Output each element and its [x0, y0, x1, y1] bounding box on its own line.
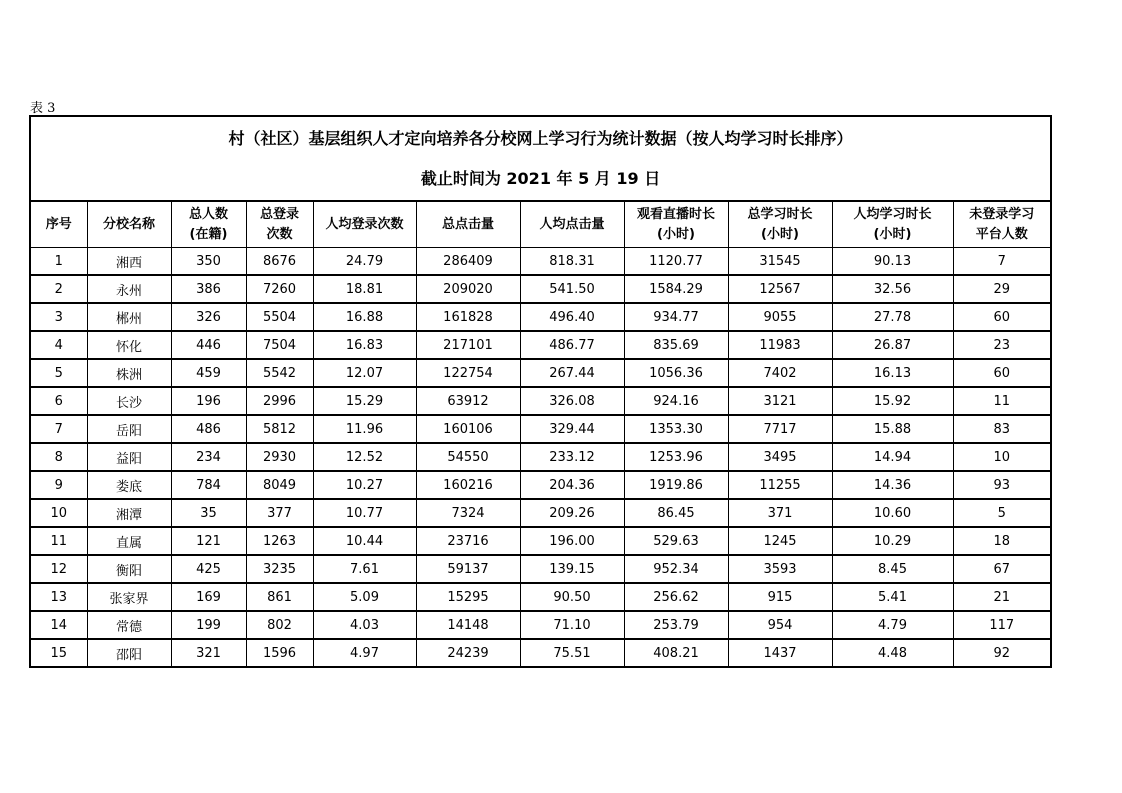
table-cell: 9 [30, 471, 87, 499]
table-cell: 11.96 [313, 415, 416, 443]
table-cell: 16.88 [313, 303, 416, 331]
column-header: 总学习时长 (小时) [728, 201, 832, 248]
table-row [30, 527, 1051, 555]
table-cell: 54550 [416, 443, 520, 471]
table-row [30, 275, 1051, 303]
table-cell: 衡阳 [87, 555, 171, 583]
table-cell: 13 [30, 583, 87, 611]
table-row [30, 387, 1051, 415]
table-cell: 12567 [728, 275, 832, 303]
table-cell: 11255 [728, 471, 832, 499]
table-cell: 6 [30, 387, 87, 415]
table-cell: 326.08 [520, 387, 624, 415]
title-row [30, 116, 1051, 201]
table-cell: 24239 [416, 639, 520, 667]
table-cell: 256.62 [624, 583, 728, 611]
table-cell: 209020 [416, 275, 520, 303]
table-cell: 1353.30 [624, 415, 728, 443]
table-cell: 长沙 [87, 387, 171, 415]
table-label: 表 3 [30, 101, 56, 116]
table-cell: 59137 [416, 555, 520, 583]
table-cell: 3235 [246, 555, 313, 583]
table-cell: 83 [953, 415, 1051, 443]
table-cell: 15.29 [313, 387, 416, 415]
table-row [30, 499, 1051, 527]
table-cell: 15295 [416, 583, 520, 611]
table-cell: 7402 [728, 359, 832, 387]
table-cell: 10.60 [832, 499, 953, 527]
table-cell: 1437 [728, 639, 832, 667]
table-row [30, 471, 1051, 499]
table-cell: 10.77 [313, 499, 416, 527]
table-cell: 32.56 [832, 275, 953, 303]
table-cell: 邵阳 [87, 639, 171, 667]
table-cell: 861 [246, 583, 313, 611]
table-body [30, 116, 1051, 667]
table-cell: 67 [953, 555, 1051, 583]
table-row [30, 443, 1051, 471]
table-cell: 1120.77 [624, 248, 728, 276]
table-cell: 5542 [246, 359, 313, 387]
table-cell: 486.77 [520, 331, 624, 359]
table-cell: 5504 [246, 303, 313, 331]
table-row [30, 303, 1051, 331]
table-cell: 7 [30, 415, 87, 443]
table-cell: 益阳 [87, 443, 171, 471]
table-cell: 7260 [246, 275, 313, 303]
table-cell: 286409 [416, 248, 520, 276]
table-cell: 1 [30, 248, 87, 276]
column-header: 总登录 次数 [246, 201, 313, 248]
table-cell: 71.10 [520, 611, 624, 639]
table-cell: 529.63 [624, 527, 728, 555]
table-cell: 5.41 [832, 583, 953, 611]
table-cell: 24.79 [313, 248, 416, 276]
table-cell: 娄底 [87, 471, 171, 499]
table-cell: 4.79 [832, 611, 953, 639]
column-header: 人均点击量 [520, 201, 624, 248]
table-cell: 14 [30, 611, 87, 639]
table-cell: 5 [30, 359, 87, 387]
table-cell: 12.52 [313, 443, 416, 471]
column-header: 总人数 (在籍) [171, 201, 246, 248]
table-cell: 7717 [728, 415, 832, 443]
table-cell: 1919.86 [624, 471, 728, 499]
title-cell [30, 116, 1051, 201]
table-cell: 8049 [246, 471, 313, 499]
table-cell: 3495 [728, 443, 832, 471]
table-cell: 408.21 [624, 639, 728, 667]
column-header: 未登录学习 平台人数 [953, 201, 1051, 248]
table-cell: 7504 [246, 331, 313, 359]
column-header: 人均登录次数 [313, 201, 416, 248]
table-cell: 1056.36 [624, 359, 728, 387]
statistics-table [29, 115, 1052, 668]
table-cell: 18 [953, 527, 1051, 555]
column-header: 总点击量 [416, 201, 520, 248]
table-cell: 12.07 [313, 359, 416, 387]
table-cell: 4.48 [832, 639, 953, 667]
table-cell: 459 [171, 359, 246, 387]
table-cell: 2930 [246, 443, 313, 471]
table-cell: 郴州 [87, 303, 171, 331]
table-cell: 12 [30, 555, 87, 583]
table-cell: 10 [953, 443, 1051, 471]
table-cell: 1584.29 [624, 275, 728, 303]
table-cell: 486 [171, 415, 246, 443]
table-cell: 267.44 [520, 359, 624, 387]
table-cell: 818.31 [520, 248, 624, 276]
table-cell: 93 [953, 471, 1051, 499]
table-cell: 161828 [416, 303, 520, 331]
table-cell: 10.44 [313, 527, 416, 555]
table-cell: 23716 [416, 527, 520, 555]
table-cell: 23 [953, 331, 1051, 359]
table-row [30, 583, 1051, 611]
table-cell: 11 [953, 387, 1051, 415]
table-cell: 446 [171, 331, 246, 359]
table-cell: 7324 [416, 499, 520, 527]
table-cell: 952.34 [624, 555, 728, 583]
table-cell: 1263 [246, 527, 313, 555]
table-cell: 117 [953, 611, 1051, 639]
table-cell: 直属 [87, 527, 171, 555]
table-cell: 15.92 [832, 387, 953, 415]
table-cell: 329.44 [520, 415, 624, 443]
table-cell: 496.40 [520, 303, 624, 331]
table-cell: 27.78 [832, 303, 953, 331]
table-cell: 122754 [416, 359, 520, 387]
table-cell: 784 [171, 471, 246, 499]
table-cell: 5812 [246, 415, 313, 443]
table-cell: 5.09 [313, 583, 416, 611]
table-cell: 326 [171, 303, 246, 331]
table-cell: 954 [728, 611, 832, 639]
table-row [30, 555, 1051, 583]
table-cell: 7 [953, 248, 1051, 276]
table-cell: 60 [953, 303, 1051, 331]
table-cell: 75.51 [520, 639, 624, 667]
table-cell: 怀化 [87, 331, 171, 359]
table-cell: 张家界 [87, 583, 171, 611]
table-row [30, 611, 1051, 639]
table-cell: 199 [171, 611, 246, 639]
table-cell: 16.83 [313, 331, 416, 359]
table-cell: 29 [953, 275, 1051, 303]
table-cell: 386 [171, 275, 246, 303]
table-cell: 3593 [728, 555, 832, 583]
table-title: 村（社区）基层组织人才定向培养各分校网上学习行为统计数据（按人均学习时长排序） [228, 128, 853, 148]
table-cell: 5 [953, 499, 1051, 527]
table-cell: 7.61 [313, 555, 416, 583]
table-row [30, 248, 1051, 276]
table-cell: 541.50 [520, 275, 624, 303]
table-cell: 90.13 [832, 248, 953, 276]
table-cell: 835.69 [624, 331, 728, 359]
table-cell: 253.79 [624, 611, 728, 639]
table-cell: 915 [728, 583, 832, 611]
table-cell: 9055 [728, 303, 832, 331]
table-cell: 3121 [728, 387, 832, 415]
table-cell: 934.77 [624, 303, 728, 331]
table-cell: 350 [171, 248, 246, 276]
table-cell: 11 [30, 527, 87, 555]
table-cell: 2 [30, 275, 87, 303]
table-cell: 10 [30, 499, 87, 527]
table-row [30, 415, 1051, 443]
table-cell: 92 [953, 639, 1051, 667]
table-cell: 永州 [87, 275, 171, 303]
table-cell: 63912 [416, 387, 520, 415]
table-subtitle: 截止时间为 2021 年 5 月 19 日 [420, 168, 661, 188]
table-cell: 18.81 [313, 275, 416, 303]
table-cell: 60 [953, 359, 1051, 387]
table-cell: 常德 [87, 611, 171, 639]
table-cell: 8676 [246, 248, 313, 276]
table-row [30, 359, 1051, 387]
table-cell: 209.26 [520, 499, 624, 527]
table-cell: 岳阳 [87, 415, 171, 443]
table-cell: 371 [728, 499, 832, 527]
column-header: 序号 [30, 201, 87, 248]
table-cell: 425 [171, 555, 246, 583]
table-cell: 15 [30, 639, 87, 667]
table-cell: 169 [171, 583, 246, 611]
table-cell: 4 [30, 331, 87, 359]
table-cell: 196 [171, 387, 246, 415]
table-cell: 湘潭 [87, 499, 171, 527]
table-cell: 1596 [246, 639, 313, 667]
table-cell: 14148 [416, 611, 520, 639]
column-header: 分校名称 [87, 201, 171, 248]
table-cell: 2996 [246, 387, 313, 415]
table-cell: 31545 [728, 248, 832, 276]
header-row [30, 201, 1051, 248]
table-cell: 160106 [416, 415, 520, 443]
table-cell: 4.03 [313, 611, 416, 639]
table-cell: 21 [953, 583, 1051, 611]
table-cell: 26.87 [832, 331, 953, 359]
table-cell: 377 [246, 499, 313, 527]
table-cell: 14.36 [832, 471, 953, 499]
table-cell: 802 [246, 611, 313, 639]
table-cell: 86.45 [624, 499, 728, 527]
table-row [30, 331, 1051, 359]
table-cell: 321 [171, 639, 246, 667]
table-cell: 1253.96 [624, 443, 728, 471]
table-cell: 121 [171, 527, 246, 555]
table-cell: 196.00 [520, 527, 624, 555]
table-cell: 11983 [728, 331, 832, 359]
table-cell: 4.97 [313, 639, 416, 667]
table-cell: 8 [30, 443, 87, 471]
table-cell: 204.36 [520, 471, 624, 499]
table-cell: 16.13 [832, 359, 953, 387]
column-header: 人均学习时长 (小时) [832, 201, 953, 248]
table-cell: 8.45 [832, 555, 953, 583]
table-cell: 株洲 [87, 359, 171, 387]
column-header: 观看直播时长 (小时) [624, 201, 728, 248]
table-cell: 160216 [416, 471, 520, 499]
table-cell: 湘西 [87, 248, 171, 276]
table-cell: 234 [171, 443, 246, 471]
table-cell: 10.27 [313, 471, 416, 499]
table-row [30, 639, 1051, 667]
table-cell: 10.29 [832, 527, 953, 555]
table-cell: 924.16 [624, 387, 728, 415]
table-cell: 14.94 [832, 443, 953, 471]
table-cell: 1245 [728, 527, 832, 555]
table-cell: 35 [171, 499, 246, 527]
table-cell: 3 [30, 303, 87, 331]
table-cell: 15.88 [832, 415, 953, 443]
table-cell: 139.15 [520, 555, 624, 583]
table-cell: 217101 [416, 331, 520, 359]
table-cell: 233.12 [520, 443, 624, 471]
table-cell: 90.50 [520, 583, 624, 611]
